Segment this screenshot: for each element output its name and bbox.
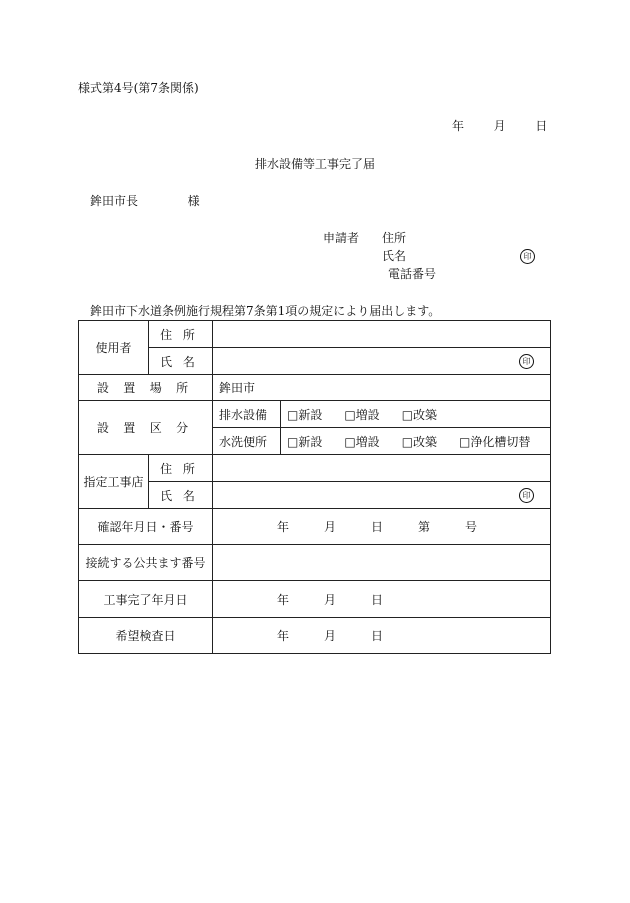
inspection-month-unit: 月: [324, 629, 337, 643]
contractor-name-label: 氏名: [149, 482, 213, 509]
public-basin-field[interactable]: [213, 545, 551, 581]
completion-label: 工事完了年月日: [79, 581, 213, 618]
completion-day-unit: 日: [371, 592, 384, 607]
applicant-name-label: 氏名: [382, 249, 407, 263]
applicant-label: 申請者: [323, 231, 360, 245]
confirmation-month-unit: 月: [324, 520, 337, 534]
date-year-label: 年: [452, 119, 465, 133]
confirmation-label: 確認年月日・番号: [79, 509, 213, 545]
drainage-renovate-checkbox[interactable]: □改築: [401, 407, 438, 422]
public-basin-label: 接続する公共ます番号: [79, 545, 213, 581]
user-address-field[interactable]: [213, 321, 551, 348]
drainage-new-checkbox[interactable]: □新設: [287, 407, 323, 422]
inspection-value[interactable]: [213, 618, 551, 654]
completion-value[interactable]: [213, 581, 551, 618]
user-name-field[interactable]: [213, 348, 551, 375]
date-day-label: 日: [535, 119, 548, 133]
location-label: 設置場所: [79, 375, 213, 401]
contractor-address-field[interactable]: [213, 455, 551, 482]
date-month-label: 月: [493, 119, 506, 133]
public-basin-row: [79, 545, 551, 581]
contractor-seal-icon: 印: [519, 488, 534, 503]
addressee-honorific: 様: [187, 194, 200, 208]
contractor-address-label: 住所: [149, 455, 213, 482]
addressee-name: 鉾田市長: [90, 194, 139, 208]
inspection-row: [79, 618, 551, 654]
drainage-add-checkbox[interactable]: □増設: [344, 407, 380, 422]
completion-row: [79, 581, 551, 618]
location-value[interactable]: 鉾田市: [213, 375, 551, 401]
location-row: [79, 375, 551, 401]
form-number: 様式第4号(第7条関係): [78, 81, 199, 95]
application-table: [78, 320, 551, 654]
toilet-renovate-checkbox[interactable]: □改築: [401, 434, 438, 449]
completion-month-unit: 月: [324, 592, 337, 607]
completion-year-unit: 年: [277, 592, 290, 607]
user-address-row: [79, 321, 551, 348]
applicant-phone-label: 電話番号: [388, 267, 437, 281]
statement: 鉾田市下水道条例施行規程第7条第1項の規定により届出します。: [90, 304, 441, 318]
toilet-add-checkbox[interactable]: □増設: [344, 434, 380, 449]
user-address-label: 住所: [149, 321, 213, 348]
confirmation-go-unit: 号: [465, 520, 478, 534]
drainage-row: [79, 401, 551, 428]
contractor-name-field[interactable]: [213, 482, 551, 509]
drainage-label: 排水設備: [213, 401, 281, 428]
inspection-year-unit: 年: [277, 629, 290, 643]
confirmation-dai-unit: 第: [418, 520, 431, 534]
contractor-group-label: 指定工事店: [79, 455, 149, 509]
document-title: 排水設備等工事完了届: [255, 157, 376, 171]
applicant-seal-icon: 印: [520, 248, 535, 264]
user-seal-icon: 印: [519, 354, 534, 369]
user-name-row: [79, 348, 551, 375]
confirmation-year-unit: 年: [277, 520, 290, 534]
contractor-address-row: [79, 455, 551, 482]
inspection-day-unit: 日: [371, 629, 384, 643]
toilet-new-checkbox[interactable]: □新設: [287, 434, 323, 449]
contractor-name-row: [79, 482, 551, 509]
user-group-label: 使用者: [79, 321, 149, 375]
confirmation-value[interactable]: [213, 509, 551, 545]
addressee: [90, 194, 200, 208]
toilet-label: 水洗便所: [213, 428, 281, 455]
user-name-label: 氏名: [149, 348, 213, 375]
inspection-label: 希望検査日: [79, 618, 213, 654]
toilet-septic-switch-checkbox[interactable]: □浄化槽切替: [459, 434, 531, 449]
confirmation-day-unit: 日: [371, 520, 384, 534]
drainage-options: [281, 401, 551, 428]
toilet-options: [281, 428, 551, 455]
confirmation-row: [79, 509, 551, 545]
applicant-address-label: 住所: [382, 231, 407, 245]
category-label: 設置区分: [79, 401, 213, 455]
date-line: [452, 119, 547, 133]
